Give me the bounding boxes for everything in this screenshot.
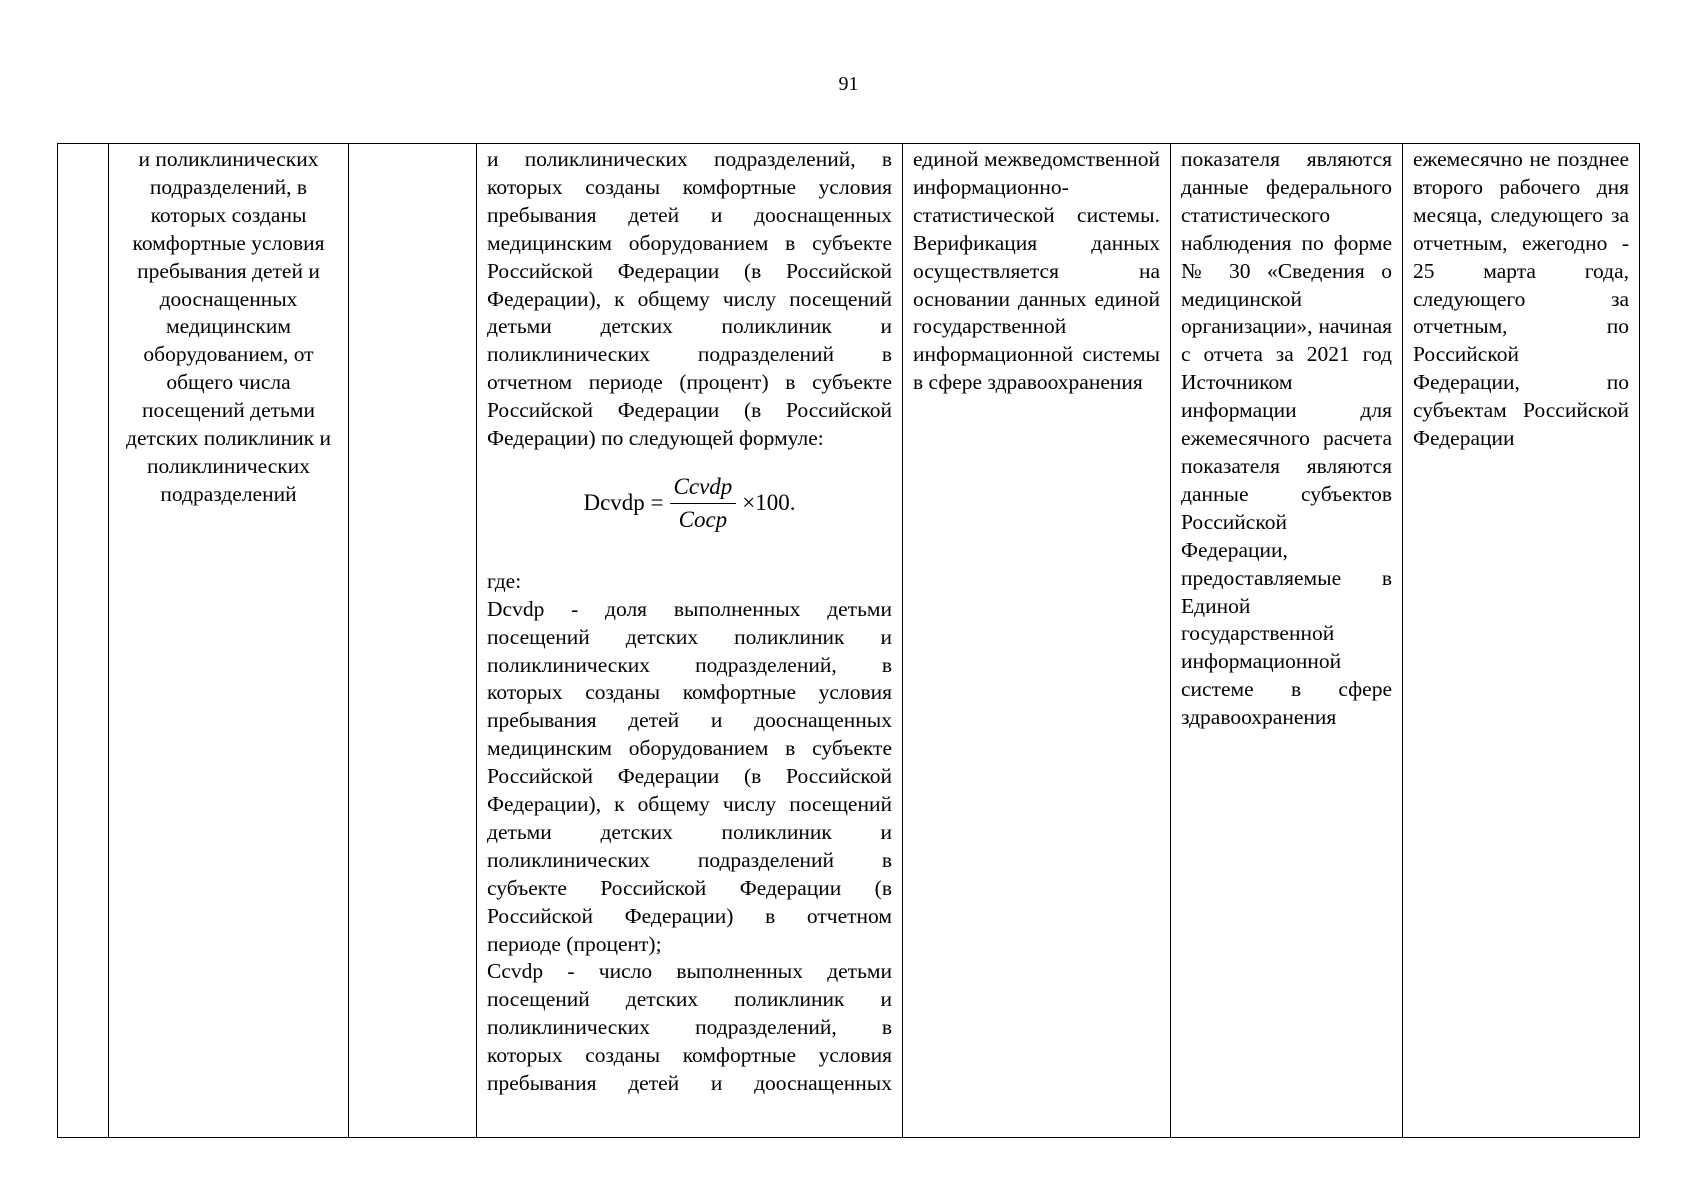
- formula-fraction: [670, 473, 737, 534]
- cell-data-source: единой межведомственной информационно-статистической системы. Верификация данных осуществляется на основании данных единой государственной информационной системы в сфере здравоохранения: [903, 144, 1171, 1138]
- indicator-table: [57, 143, 1640, 1138]
- cell-indicator-name: и поликлинических подразделений, в которых созданы комфортные условия пребывания детей и дооснащенных медицинским оборудованием, от общего числа посещений детьми детских поликлиник и поликлинических подразделений: [109, 144, 349, 1138]
- table-row: [58, 144, 1640, 1138]
- definition-ccvdp: Ccvdp - число выполненных детьми посещений детских поликлиник и поликлинических подразделений, в которых созданы комфортные условия пребывания детей и дооснащенных: [487, 959, 892, 1096]
- formula-denominator: Cocp: [678, 506, 728, 532]
- cell-deadline: ежемесячно не позднее второго рабочего дня месяца, следующего за отчетным, ежегодно - 25 марта года, следующего за отчетным, по Российской Федерации, по субъектам Российской Федерации: [1403, 144, 1640, 1138]
- cell-number: [58, 144, 109, 1138]
- method-intro: и поликлинических подразделений, в которых созданы комфортные условия пребывания детей и дооснащенных медицинским оборудованием в субъекте Российской Федерации (в Российской Федерации), к общему числу посещений детьми детских поликлиник и поликлинических подразделений в отчетном периоде (процент) в субъекте Российской Федерации (в Российской Федерации) по следующей формуле:: [487, 147, 892, 451]
- page-number: 91: [838, 73, 859, 95]
- formula-rhs: ×100.: [742, 490, 796, 516]
- where-label: где:: [487, 568, 522, 593]
- cell-source-info: показателя являются данные федерального статистического наблюдения по форме № 30 «Сведения о медицинской организации», начиная с отчета за 2021 год Источником информации для ежемесячного расчета показателя являются данные субъектов Российской Федерации, предоставляемые в Единой государственной информационной системе в сфере здравоохранения: [1171, 144, 1403, 1138]
- cell-method: [477, 144, 903, 1138]
- formula: [487, 473, 892, 534]
- formula-lhs: Dcvdp =: [583, 490, 664, 516]
- formula-numerator: Ccvdp: [670, 473, 737, 504]
- definition-dcvdp: Dcvdp - доля выполненных детьми посещений детских поликлиник и поликлинических подразделений, в которых созданы комфортные условия пребывания детей и дооснащенных медицинским оборудованием в субъекте Российской Федерации (в Российской Федерации), к общему числу посещений детьми детских поликлиник и поликлинических подразделений в субъекте Российской Федерации (в Российской Федерации) в отчетном периоде (процент);: [487, 596, 892, 956]
- cell-unit: [349, 144, 477, 1138]
